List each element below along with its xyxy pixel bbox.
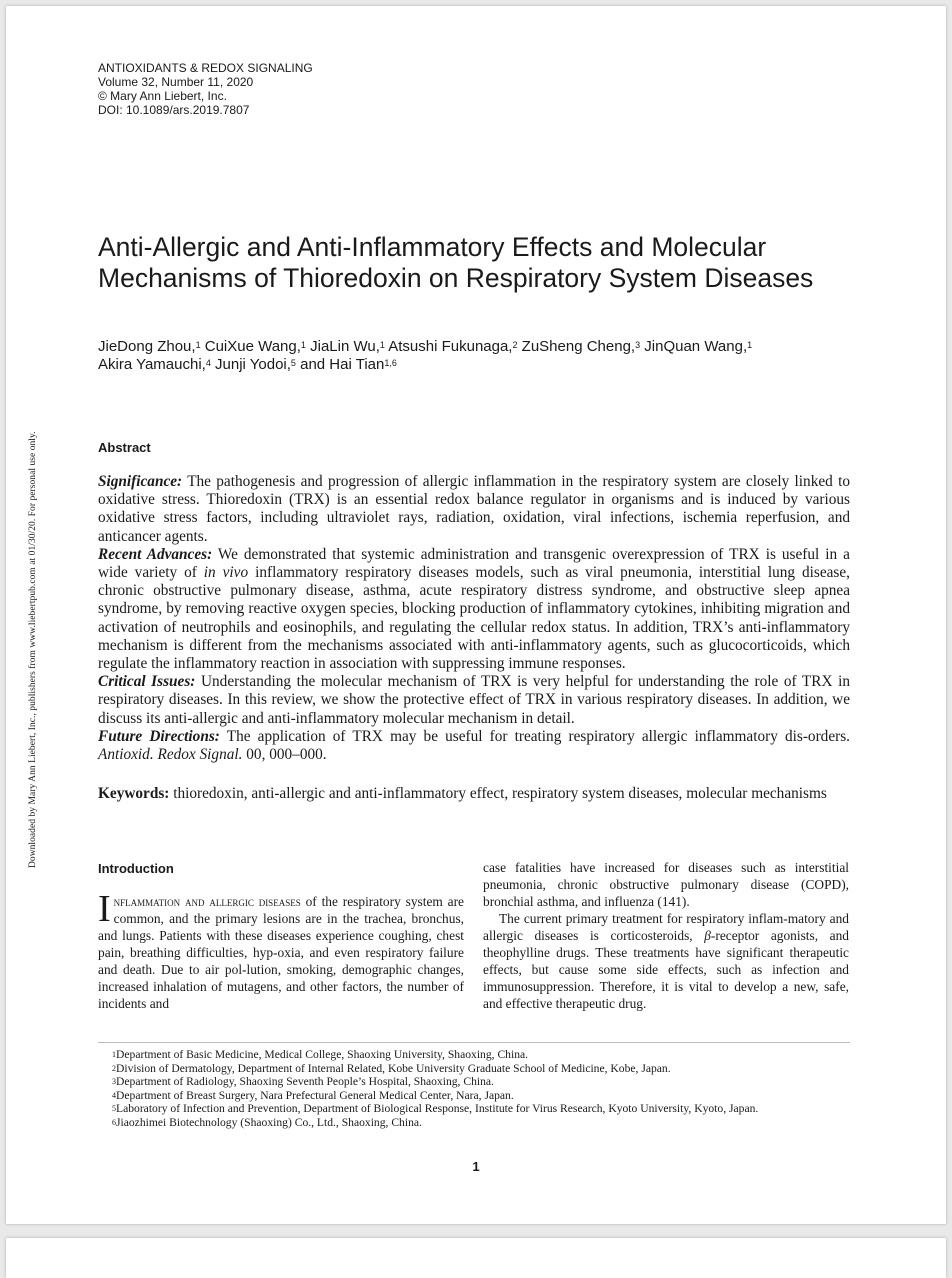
introduction-paragraph (98, 888, 465, 1012)
author-affiliation-mark: 5 (290, 358, 296, 368)
affiliation-text: Department of Radiology, Shaoxing Seventh People’s Hospital, Shaoxing, China. (116, 1075, 494, 1089)
beta-symbol: β (704, 928, 711, 943)
affiliations-list (98, 1048, 850, 1130)
affiliation-text: Laboratory of Infection and Prevention, Department of Biological Response, Institute for Virus Research, Kyoto University, Kyoto, Japan. (116, 1102, 759, 1116)
page-number: 1 (472, 1159, 480, 1174)
recent-advances-text-cont: inflammatory respiratory diseases models, such as viral pneumonia, interstitial lung disease, chronic obstructive pulmonary disease, asthma, acute respiratory distress syndrome, and obstructive sleep apnea syndrome, by removing reactive oxygen species, blocking production of inflammatory cytokines, inhibiting migration and activation of neutrophils and eosinophils, and regulating the cellular redox status. In addition, TRX’s anti-inflammatory mechanism is different from the mechanisms associated with anti-inflammatory agents, such as glucocorticoids, which regulate the inflammatory reaction in association with suppressing immune responses. (98, 564, 850, 673)
critical-issues-text: Understanding the molecular mechanism of TRX is very helpful for understanding the role of TRX in respiratory diseases. In this review, we show the protective effect of TRX in various respiratory diseases. In addition, we discuss its anti-allergic and anti-inflammatory molecular mechanism in detail. (98, 673, 851, 727)
affiliation-item (98, 1116, 850, 1130)
affiliation-number: 1 (112, 1050, 116, 1059)
journal-volume: Volume 32, Number 11, 2020 (98, 75, 254, 89)
recent-advances-label: Recent Advances: (98, 545, 213, 563)
author: JieDong Zhou, (98, 338, 196, 355)
introduction-left-column (98, 888, 465, 1012)
abstract-heading: Abstract (98, 440, 151, 455)
affiliation-text: Department of Basic Medicine, Medical College, Shaoxing University, Shaoxing, China. (116, 1048, 529, 1061)
citation-rest: 00, 000–000. (246, 746, 327, 764)
introduction-left-text: of the respiratory system are common, and the primary lesions are in the trachea, bronchus, and lungs. Patients with these diseases experience coughing, chest pain, breathing difficulties, hyp-oxia, and even respiratory failure and death. Due to air pol-lution, smoking, demographic changes, increased inhalation of mutagens, and other factors, the number of incidents and (98, 894, 465, 1011)
affiliation-number: 4 (112, 1090, 116, 1100)
right-p2-text-a: The current primary treatment for respiratory inflam-matory and allergic diseases is corticosteroids, (483, 911, 849, 943)
smallcaps-lead: nflammation and allergic diseases (113, 894, 301, 909)
author-affiliation-mark: 3 (635, 340, 641, 350)
next-page-edge (6, 1238, 946, 1278)
significance-text: The pathogenesis and progression of allergic inflammation in the respiratory system are closely linked to oxidative stress. Thioredoxin (TRX) is an essential redox balance regulator in organisms and is induced by various oxidative stress factors, including ultraviolet rays, radiation, oxidation, viral infections, ischemia reperfusion, and anticancer agents. (98, 473, 850, 545)
future-directions-text: The application of TRX may be useful for treating respiratory allergic inflammatory dis-orders. (226, 727, 850, 745)
introduction-right-p1: case fatalities have increased for diseases such as interstitial pneumonia, chronic obstructive pulmonary disease (COPD), bronchial asthma, and influenza (141). (483, 860, 849, 909)
title-line-1: Anti-Allergic and Anti-Inflammatory Effects and Molecular (98, 232, 767, 262)
drop-cap: I (98, 888, 111, 930)
author-list (98, 338, 878, 374)
recent-advances-italic: in vivo (203, 564, 249, 582)
critical-issues-label: Critical Issues: (98, 673, 196, 691)
download-notice: Downloaded by Mary Ann Liebert, Inc., publishers from www.liebertpub.com at 01/30/20. For personal use only. (28, 431, 38, 868)
abstract-body (98, 473, 850, 764)
abstract-recent-advances (98, 546, 850, 673)
author-affiliation-mark: 1 (300, 340, 306, 350)
journal-header (98, 61, 313, 117)
journal-copyright: © Mary Ann Liebert, Inc. (98, 89, 227, 103)
introduction-right-column (483, 859, 849, 1012)
significance-label: Significance: (98, 473, 183, 490)
title-line-2: Mechanisms of Thioredoxin on Respiratory System Diseases (98, 263, 814, 293)
article-title (98, 232, 898, 294)
document-page (6, 6, 946, 1224)
author-affiliation-mark: 1,6 (384, 358, 397, 368)
introduction-heading: Introduction (98, 861, 174, 876)
introduction-right-p2 (483, 910, 849, 1012)
affiliation-item (98, 1102, 850, 1116)
affiliation-text: Division of Dermatology, Department of Internal Related, Kobe University Graduate School of Medicine, Kobe, Japan. (116, 1061, 671, 1075)
affiliation-text: Department of Breast Surgery, Nara Prefectural General Medical Center, Nara, Japan. (116, 1088, 514, 1102)
author: and Hai Tian (300, 356, 385, 373)
future-directions-label: Future Directions: (98, 727, 220, 745)
affiliation-number: 6 (112, 1117, 116, 1127)
author: Junji Yodoi, (215, 356, 291, 373)
affiliation-number: 2 (112, 1063, 116, 1073)
abstract-critical-issues (98, 673, 850, 728)
footnote-divider (98, 1042, 850, 1043)
keywords-text: thioredoxin, anti-allergic and anti-inflammatory effect, respiratory system diseases, molecular mechanisms (173, 785, 827, 802)
author: JiaLin Wu, (310, 338, 380, 355)
author: Atsushi Fukunaga, (388, 338, 513, 355)
author-affiliation-mark: 1 (195, 340, 201, 350)
author: JinQuan Wang, (644, 338, 748, 355)
author: CuiXue Wang, (204, 338, 301, 355)
abstract-future-directions (98, 728, 850, 764)
author: Akira Yamauchi, (98, 356, 206, 373)
affiliation-item (98, 1089, 850, 1103)
keywords-label: Keywords: (98, 785, 170, 802)
author: ZuSheng Cheng, (521, 338, 636, 355)
journal-name: ANTIOXIDANTS & REDOX SIGNALING (98, 61, 313, 75)
abstract-significance (98, 473, 850, 546)
author-affiliation-mark: 4 (205, 358, 211, 368)
right-p2-text-b: -receptor agonists, and theophylline drugs. These treatments have significant therapeutic effects, but cause some side effects, such as infection and immunosuppression. Therefore, it is vital to develop a new, safe, and effective therapeutic drug. (483, 928, 849, 1011)
affiliation-item (98, 1075, 850, 1089)
affiliation-item (98, 1048, 850, 1062)
author-affiliation-mark: 2 (512, 340, 518, 350)
affiliation-number: 3 (112, 1077, 116, 1087)
affiliation-text: Jiaozhimei Biotechnology (Shaoxing) Co., Ltd., Shaoxing, China. (116, 1115, 422, 1129)
affiliation-item (98, 1062, 850, 1076)
author-affiliation-mark: 1 (379, 340, 385, 350)
journal-doi: DOI: 10.1089/ars.2019.7807 (98, 103, 250, 117)
citation-journal: Antioxid. Redox Signal. (98, 746, 243, 764)
recent-advances-text: We demonstrated that systemic administration and transgenic overexpression of TRX is useful in a wide variety of (98, 545, 850, 582)
keywords (98, 785, 850, 803)
affiliation-number: 5 (112, 1104, 116, 1114)
author-affiliation-mark: 1 (747, 340, 753, 350)
